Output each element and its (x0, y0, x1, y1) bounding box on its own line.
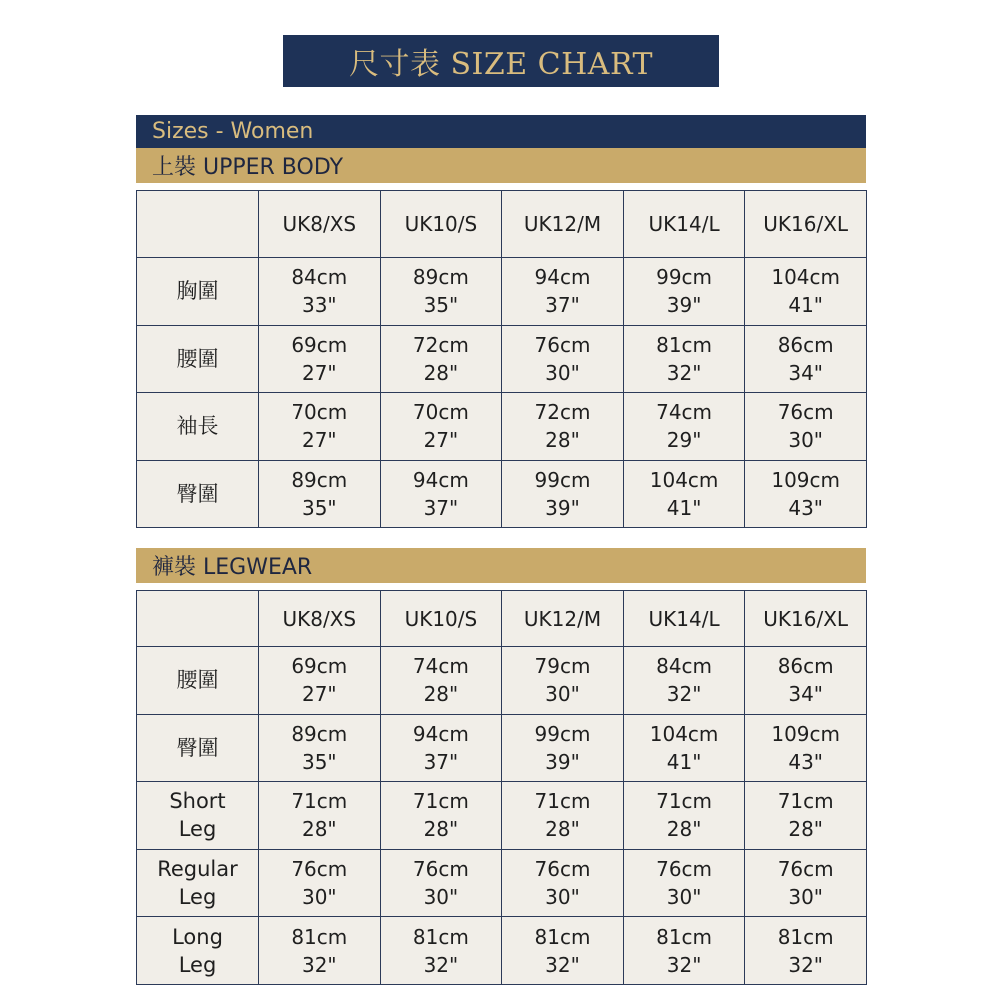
measurement-cell (380, 325, 502, 393)
cm-value: 89cm (291, 721, 348, 746)
table-row (137, 917, 867, 985)
measurement-cell (745, 782, 867, 850)
measurement-cell (745, 714, 867, 782)
inch-value: 37" (423, 495, 459, 520)
measurement-cell (502, 714, 624, 782)
measurement-label-line: 臀圍 (176, 735, 219, 760)
upper-body-heading: 上裝 UPPER BODY (136, 148, 866, 183)
measurement-cell (623, 647, 745, 715)
inch-value: 32" (666, 682, 702, 707)
cm-value: 94cm (412, 721, 469, 746)
inch-value: 28" (301, 817, 337, 842)
measurement-cell (380, 782, 502, 850)
cm-value: 99cm (534, 467, 591, 492)
measurement-cell (502, 258, 624, 326)
size-column-header: UK10/S (380, 591, 502, 647)
size-column-header: UK10/S (380, 191, 502, 258)
cm-value: 72cm (412, 332, 469, 357)
measurement-cell (623, 393, 745, 461)
measurement-cell (259, 714, 381, 782)
inch-value: 28" (423, 682, 459, 707)
inch-value: 35" (301, 495, 337, 520)
inch-value: 37" (423, 749, 459, 774)
inch-value: 41" (666, 749, 702, 774)
measurement-cell (380, 460, 502, 528)
cm-value: 74cm (412, 654, 469, 679)
measurement-cell (623, 849, 745, 917)
table-header-row (137, 191, 867, 258)
inch-value: 43" (788, 495, 823, 520)
measurement-cell (502, 647, 624, 715)
measurement-cell (259, 460, 381, 528)
measurement-cell (745, 917, 867, 985)
table-row (137, 647, 867, 715)
page-title: 尺寸表 SIZE CHART (283, 35, 719, 87)
corner-cell (137, 191, 259, 258)
inch-value: 30" (423, 885, 459, 910)
upper-body-size-table (136, 190, 867, 528)
measurement-cell (502, 393, 624, 461)
cm-value: 84cm (656, 654, 713, 679)
measurement-cell (745, 325, 867, 393)
measurement-label (137, 782, 259, 850)
cm-value: 81cm (291, 924, 348, 949)
cm-value: 109cm (771, 721, 840, 746)
measurement-cell (380, 917, 502, 985)
measurement-label (137, 849, 259, 917)
size-column-header: UK16/XL (745, 591, 867, 647)
inch-value: 28" (545, 428, 580, 453)
inch-value: 34" (788, 360, 823, 385)
cm-value: 71cm (291, 789, 348, 814)
cm-value: 69cm (291, 332, 348, 357)
measurement-label (137, 917, 259, 985)
table-row (137, 460, 867, 528)
inch-value: 28" (545, 817, 580, 842)
table-row (137, 849, 867, 917)
cm-value: 76cm (777, 857, 834, 882)
measurement-cell (623, 782, 745, 850)
cm-value: 94cm (412, 467, 469, 492)
legwear-size-table (136, 590, 867, 985)
measurement-cell (259, 782, 381, 850)
measurement-cell (259, 393, 381, 461)
size-column-header: UK12/M (502, 591, 624, 647)
cm-value: 76cm (777, 400, 834, 425)
measurement-cell (380, 647, 502, 715)
cm-value: 72cm (534, 400, 591, 425)
cm-value: 81cm (656, 332, 713, 357)
cm-value: 104cm (771, 265, 840, 290)
measurement-cell (502, 917, 624, 985)
table-header-row (137, 591, 867, 647)
measurement-cell (502, 782, 624, 850)
inch-value: 27" (423, 428, 459, 453)
inch-value: 35" (423, 293, 459, 318)
measurement-cell (623, 917, 745, 985)
size-column-header: UK8/XS (259, 591, 381, 647)
measurement-cell (745, 647, 867, 715)
measurement-cell (745, 258, 867, 326)
cm-value: 76cm (291, 857, 348, 882)
measurement-cell (745, 460, 867, 528)
cm-value: 74cm (656, 400, 713, 425)
inch-value: 27" (301, 682, 337, 707)
cm-value: 89cm (291, 467, 348, 492)
measurement-label-line: Short (169, 789, 226, 814)
measurement-label-line: Regular (157, 857, 238, 882)
inch-value: 30" (788, 428, 823, 453)
inch-value: 35" (301, 749, 337, 774)
cm-value: 76cm (412, 857, 469, 882)
section-title: Sizes - Women (136, 115, 866, 148)
inch-value: 39" (666, 293, 702, 318)
measurement-cell (502, 849, 624, 917)
inch-value: 30" (545, 682, 580, 707)
inch-value: 41" (666, 495, 702, 520)
measurement-label (137, 460, 259, 528)
table-row (137, 393, 867, 461)
inch-value: 32" (423, 952, 459, 977)
measurement-cell (259, 258, 381, 326)
size-column-header: UK14/L (623, 191, 745, 258)
inch-value: 39" (545, 749, 580, 774)
cm-value: 71cm (777, 789, 834, 814)
measurement-label (137, 714, 259, 782)
cm-value: 86cm (777, 332, 834, 357)
cm-value: 76cm (656, 857, 713, 882)
measurement-label-line: Leg (178, 817, 217, 842)
cm-value: 71cm (656, 789, 713, 814)
inch-value: 30" (301, 885, 337, 910)
inch-value: 32" (545, 952, 580, 977)
measurement-cell (745, 393, 867, 461)
measurement-cell (623, 460, 745, 528)
inch-value: 43" (788, 749, 823, 774)
inch-value: 34" (788, 682, 823, 707)
inch-value: 30" (545, 885, 580, 910)
measurement-label (137, 325, 259, 393)
inch-value: 27" (301, 360, 337, 385)
cm-value: 81cm (534, 924, 591, 949)
inch-value: 37" (545, 293, 580, 318)
measurement-label (137, 647, 259, 715)
measurement-label-line: 腰圍 (176, 346, 219, 371)
cm-value: 99cm (534, 721, 591, 746)
inch-value: 32" (666, 360, 702, 385)
cm-value: 81cm (656, 924, 713, 949)
measurement-cell (259, 849, 381, 917)
measurement-cell (380, 258, 502, 326)
measurement-cell (259, 647, 381, 715)
measurement-label (137, 393, 259, 461)
measurement-cell (745, 849, 867, 917)
measurement-label-line: Leg (178, 885, 217, 910)
measurement-label-line: 袖長 (176, 414, 219, 439)
size-column-header: UK8/XS (259, 191, 381, 258)
cm-value: 79cm (534, 654, 591, 679)
measurement-cell (259, 325, 381, 393)
measurement-label-line: Long (172, 924, 223, 949)
inch-value: 28" (666, 817, 702, 842)
legwear-heading: 褲裝 LEGWEAR (136, 548, 866, 583)
measurement-cell (623, 258, 745, 326)
inch-value: 27" (301, 428, 337, 453)
table-row (137, 325, 867, 393)
inch-value: 28" (423, 360, 459, 385)
inch-value: 33" (301, 293, 337, 318)
measurement-cell (623, 714, 745, 782)
size-column-header: UK12/M (502, 191, 624, 258)
cm-value: 71cm (412, 789, 469, 814)
measurement-label-line: 腰圍 (176, 668, 219, 693)
inch-value: 32" (788, 952, 823, 977)
measurement-cell (380, 849, 502, 917)
cm-value: 99cm (656, 265, 713, 290)
cm-value: 71cm (534, 789, 591, 814)
measurement-label-line: 胸圍 (176, 279, 219, 304)
inch-value: 39" (545, 495, 580, 520)
cm-value: 84cm (291, 265, 348, 290)
inch-value: 29" (666, 428, 702, 453)
measurement-cell (259, 917, 381, 985)
cm-value: 104cm (649, 467, 719, 492)
measurement-cell (502, 325, 624, 393)
cm-value: 81cm (412, 924, 469, 949)
corner-cell (137, 591, 259, 647)
table-row (137, 258, 867, 326)
measurement-cell (380, 393, 502, 461)
size-column-header: UK16/XL (745, 191, 867, 258)
cm-value: 86cm (777, 654, 834, 679)
cm-value: 104cm (649, 721, 719, 746)
inch-value: 30" (788, 885, 823, 910)
inch-value: 32" (666, 952, 702, 977)
cm-value: 109cm (771, 467, 840, 492)
measurement-label-line: 臀圍 (176, 481, 219, 506)
inch-value: 28" (423, 817, 459, 842)
table-row (137, 714, 867, 782)
cm-value: 70cm (412, 400, 469, 425)
measurement-label (137, 258, 259, 326)
cm-value: 70cm (291, 400, 348, 425)
cm-value: 89cm (412, 265, 469, 290)
cm-value: 76cm (534, 857, 591, 882)
table-row (137, 782, 867, 850)
inch-value: 32" (301, 952, 337, 977)
inch-value: 41" (788, 293, 823, 318)
measurement-cell (380, 714, 502, 782)
measurement-label-line: Leg (178, 952, 217, 977)
inch-value: 30" (545, 360, 580, 385)
inch-value: 30" (666, 885, 702, 910)
cm-value: 94cm (534, 265, 591, 290)
measurement-cell (623, 325, 745, 393)
inch-value: 28" (788, 817, 823, 842)
cm-value: 69cm (291, 654, 348, 679)
cm-value: 81cm (777, 924, 834, 949)
cm-value: 76cm (534, 332, 591, 357)
measurement-cell (502, 460, 624, 528)
size-column-header: UK14/L (623, 591, 745, 647)
